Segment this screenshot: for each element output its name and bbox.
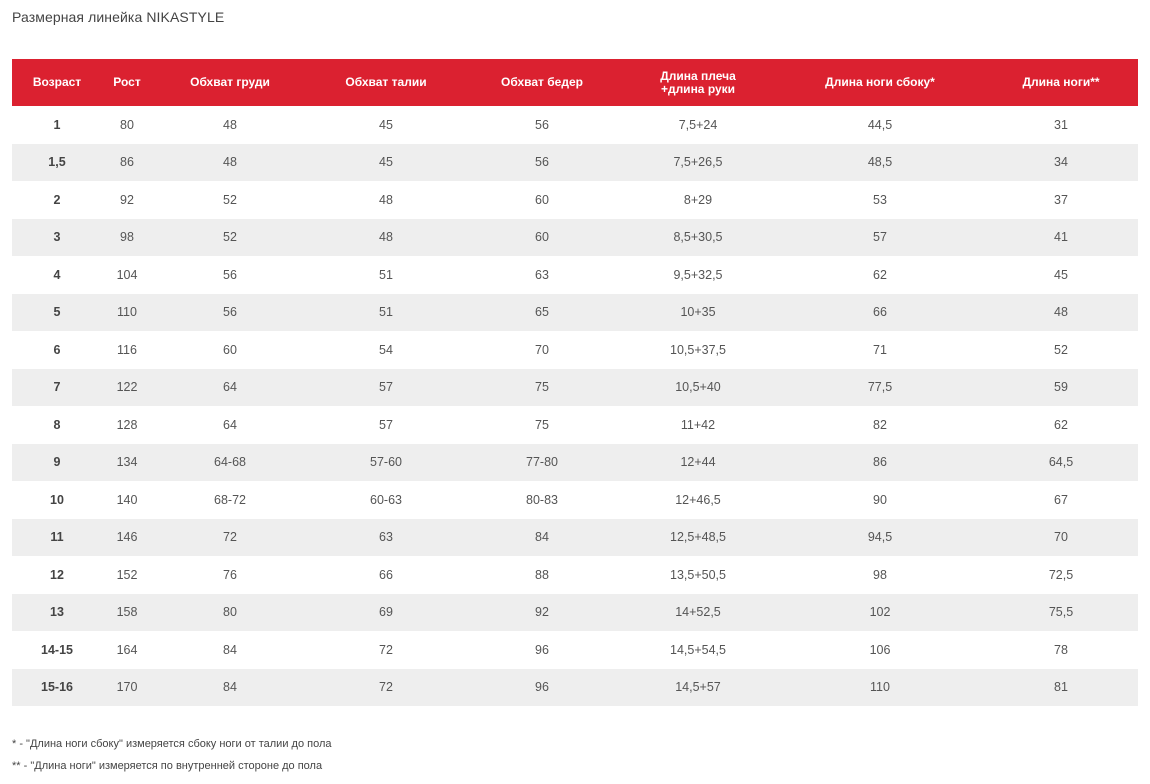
cell-shoulder-arm: 14+52,5 xyxy=(620,594,776,632)
table-row xyxy=(12,106,1138,144)
cell-age: 3 xyxy=(12,219,102,257)
cell-shoulder-arm: 12,5+48,5 xyxy=(620,519,776,557)
cell-hip: 75 xyxy=(464,369,620,407)
cell-side-leg-length: 86 xyxy=(776,444,984,482)
table-row xyxy=(12,294,1138,332)
cell-side-leg-length: 77,5 xyxy=(776,369,984,407)
cell-height: 128 xyxy=(116,417,138,432)
cell-height: 104 xyxy=(116,267,138,282)
cell-height: 170 xyxy=(102,669,152,707)
cell-chest: 56 xyxy=(152,294,308,332)
footnote-inner-leg: ** - "Длина ноги" измеряется по внутренней стороне до пола xyxy=(12,760,323,772)
cell-leg-length: 72,5 xyxy=(1048,567,1074,582)
cell-chest: 72 xyxy=(152,519,308,557)
cell-hip: 60 xyxy=(535,192,549,207)
cell-waist: 57-60 xyxy=(308,444,464,482)
cell-leg-length: 81 xyxy=(984,669,1138,707)
cell-leg-length: 34 xyxy=(984,144,1138,182)
cell-side-leg-length: 98 xyxy=(873,567,887,582)
table-row xyxy=(12,406,1138,444)
cell-height: 98 xyxy=(102,219,152,257)
cell-side-leg-length: 53 xyxy=(873,192,887,207)
header-leg-length: Длина ноги** xyxy=(984,59,1138,106)
cell-age: 4 xyxy=(53,267,61,282)
cell-age: 13 xyxy=(12,594,102,632)
cell-hip: 56 xyxy=(535,117,549,132)
cell-height: 152 xyxy=(116,567,138,582)
cell-side-leg-length: 94,5 xyxy=(776,519,984,557)
cell-age: 14-15 xyxy=(41,642,73,657)
cell-shoulder-arm: 14,5+54,5 xyxy=(670,642,726,657)
table-row xyxy=(12,519,1138,557)
cell-hip: 96 xyxy=(535,642,549,657)
cell-hip: 80-83 xyxy=(526,492,558,507)
cell-hip: 77-80 xyxy=(464,444,620,482)
cell-chest: 64 xyxy=(223,417,237,432)
header-chest: Обхват груди xyxy=(152,59,308,106)
cell-waist: 45 xyxy=(308,144,464,182)
cell-waist: 57 xyxy=(308,369,464,407)
cell-shoulder-arm: 13,5+50,5 xyxy=(670,567,726,582)
cell-chest: 64 xyxy=(152,369,308,407)
cell-age: 8 xyxy=(53,417,61,432)
cell-height: 80 xyxy=(120,117,134,132)
header-shoulder-arm: Длина плеча +длина руки xyxy=(620,59,776,106)
cell-height: 134 xyxy=(102,444,152,482)
cell-side-leg-length: 44,5 xyxy=(867,117,893,132)
cell-age: 6 xyxy=(53,342,61,357)
cell-leg-length: 45 xyxy=(1054,267,1068,282)
cell-shoulder-arm: 12+44 xyxy=(620,444,776,482)
cell-age: 12 xyxy=(50,567,64,582)
cell-shoulder-arm: 10,5+37,5 xyxy=(670,342,726,357)
cell-chest: 68-72 xyxy=(214,492,246,507)
cell-leg-length: 64,5 xyxy=(984,444,1138,482)
cell-leg-length: 62 xyxy=(1054,417,1068,432)
header-height: Рост xyxy=(102,59,152,106)
table-row xyxy=(12,331,1138,369)
cell-waist: 63 xyxy=(308,519,464,557)
cell-leg-length: 37 xyxy=(1054,192,1068,207)
cell-hip: 92 xyxy=(464,594,620,632)
cell-chest: 52 xyxy=(152,219,308,257)
cell-leg-length: 48 xyxy=(984,294,1138,332)
table-row xyxy=(12,369,1138,407)
table-row xyxy=(12,594,1138,632)
cell-shoulder-arm: 7,5+26,5 xyxy=(620,144,776,182)
cell-waist: 54 xyxy=(379,342,393,357)
cell-leg-length: 70 xyxy=(984,519,1138,557)
cell-leg-length: 75,5 xyxy=(984,594,1138,632)
cell-shoulder-arm: 8+29 xyxy=(683,192,713,207)
cell-hip: 84 xyxy=(464,519,620,557)
cell-height: 140 xyxy=(116,492,138,507)
cell-leg-length: 52 xyxy=(1054,342,1068,357)
cell-waist: 69 xyxy=(308,594,464,632)
cell-side-leg-length: 71 xyxy=(873,342,887,357)
cell-waist: 48 xyxy=(379,192,393,207)
cell-shoulder-arm: 14,5+57 xyxy=(620,669,776,707)
cell-side-leg-length: 90 xyxy=(873,492,887,507)
cell-chest: 64-68 xyxy=(152,444,308,482)
cell-height: 92 xyxy=(120,192,134,207)
cell-waist: 51 xyxy=(379,267,393,282)
table-row xyxy=(12,181,1138,219)
table-row xyxy=(12,556,1138,594)
table-body xyxy=(12,106,1138,706)
cell-chest: 48 xyxy=(152,144,308,182)
cell-age: 7 xyxy=(12,369,102,407)
cell-shoulder-arm: 11+42 xyxy=(680,417,716,432)
cell-chest: 48 xyxy=(223,117,237,132)
cell-waist: 45 xyxy=(379,117,393,132)
cell-waist: 66 xyxy=(379,567,393,582)
cell-chest: 84 xyxy=(152,669,308,707)
table-row xyxy=(12,444,1138,482)
table-row xyxy=(12,256,1138,294)
cell-chest: 84 xyxy=(223,642,237,657)
cell-hip: 88 xyxy=(535,567,549,582)
cell-hip: 75 xyxy=(535,417,549,432)
cell-shoulder-arm: 12+46,5 xyxy=(675,492,721,507)
cell-height: 116 xyxy=(117,342,137,357)
cell-age: 10 xyxy=(50,492,64,507)
cell-chest: 80 xyxy=(152,594,308,632)
cell-height: 110 xyxy=(102,294,152,332)
cell-chest: 76 xyxy=(223,567,237,582)
table-row xyxy=(12,631,1138,669)
table-row xyxy=(12,144,1138,182)
cell-hip: 70 xyxy=(535,342,549,357)
cell-shoulder-arm: 10,5+40 xyxy=(620,369,776,407)
cell-shoulder-arm: 7,5+24 xyxy=(678,117,718,132)
cell-waist: 51 xyxy=(308,294,464,332)
cell-leg-length: 67 xyxy=(1054,492,1068,507)
cell-height: 146 xyxy=(102,519,152,557)
cell-age: 5 xyxy=(12,294,102,332)
cell-height: 86 xyxy=(102,144,152,182)
cell-leg-length: 59 xyxy=(984,369,1138,407)
cell-height: 164 xyxy=(116,642,138,657)
header-hip: Обхват бедер xyxy=(464,59,620,106)
cell-age: 2 xyxy=(53,192,61,207)
size-chart-table xyxy=(12,59,1138,706)
table-row xyxy=(12,481,1138,519)
cell-height: 122 xyxy=(102,369,152,407)
cell-age: 9 xyxy=(12,444,102,482)
cell-leg-length: 78 xyxy=(1054,642,1068,657)
cell-leg-length: 41 xyxy=(984,219,1138,257)
cell-waist: 57 xyxy=(379,417,393,432)
cell-age: 11 xyxy=(12,519,102,557)
table-row xyxy=(12,669,1138,707)
cell-leg-length: 31 xyxy=(1054,117,1068,132)
cell-waist: 48 xyxy=(308,219,464,257)
cell-waist: 72 xyxy=(379,642,393,657)
cell-side-leg-length: 62 xyxy=(873,267,887,282)
cell-side-leg-length: 106 xyxy=(869,642,891,657)
cell-side-leg-length: 57 xyxy=(776,219,984,257)
cell-age: 1 xyxy=(53,117,61,132)
cell-side-leg-length: 82 xyxy=(873,417,887,432)
cell-chest: 60 xyxy=(223,342,237,357)
header-waist: Обхват талии xyxy=(308,59,464,106)
cell-side-leg-length: 102 xyxy=(776,594,984,632)
cell-hip: 56 xyxy=(464,144,620,182)
cell-shoulder-arm: 8,5+30,5 xyxy=(620,219,776,257)
cell-hip: 65 xyxy=(464,294,620,332)
cell-hip: 96 xyxy=(464,669,620,707)
cell-chest: 56 xyxy=(223,267,237,282)
cell-side-leg-length: 66 xyxy=(776,294,984,332)
cell-side-leg-length: 110 xyxy=(776,669,984,707)
cell-chest: 52 xyxy=(223,192,237,207)
cell-side-leg-length: 48,5 xyxy=(776,144,984,182)
footnote-side-leg: * - "Длина ноги сбоку" измеряется сбоку ноги от талии до пола xyxy=(12,738,332,750)
cell-shoulder-arm: 10+35 xyxy=(620,294,776,332)
cell-age: 15-16 xyxy=(12,669,102,707)
cell-hip: 60 xyxy=(464,219,620,257)
table-header-row xyxy=(12,59,1138,106)
cell-shoulder-arm: 9,5+32,5 xyxy=(673,267,723,282)
cell-hip: 63 xyxy=(535,267,549,282)
cell-waist: 72 xyxy=(308,669,464,707)
table-row xyxy=(12,219,1138,257)
header-side-leg-length: Длина ноги сбоку* xyxy=(776,59,984,106)
cell-age: 1,5 xyxy=(12,144,102,182)
header-age: Возраст xyxy=(12,59,102,106)
cell-height: 158 xyxy=(102,594,152,632)
cell-waist: 60-63 xyxy=(370,492,402,507)
page-title: Размерная линейка NIKASTYLE xyxy=(12,9,225,25)
